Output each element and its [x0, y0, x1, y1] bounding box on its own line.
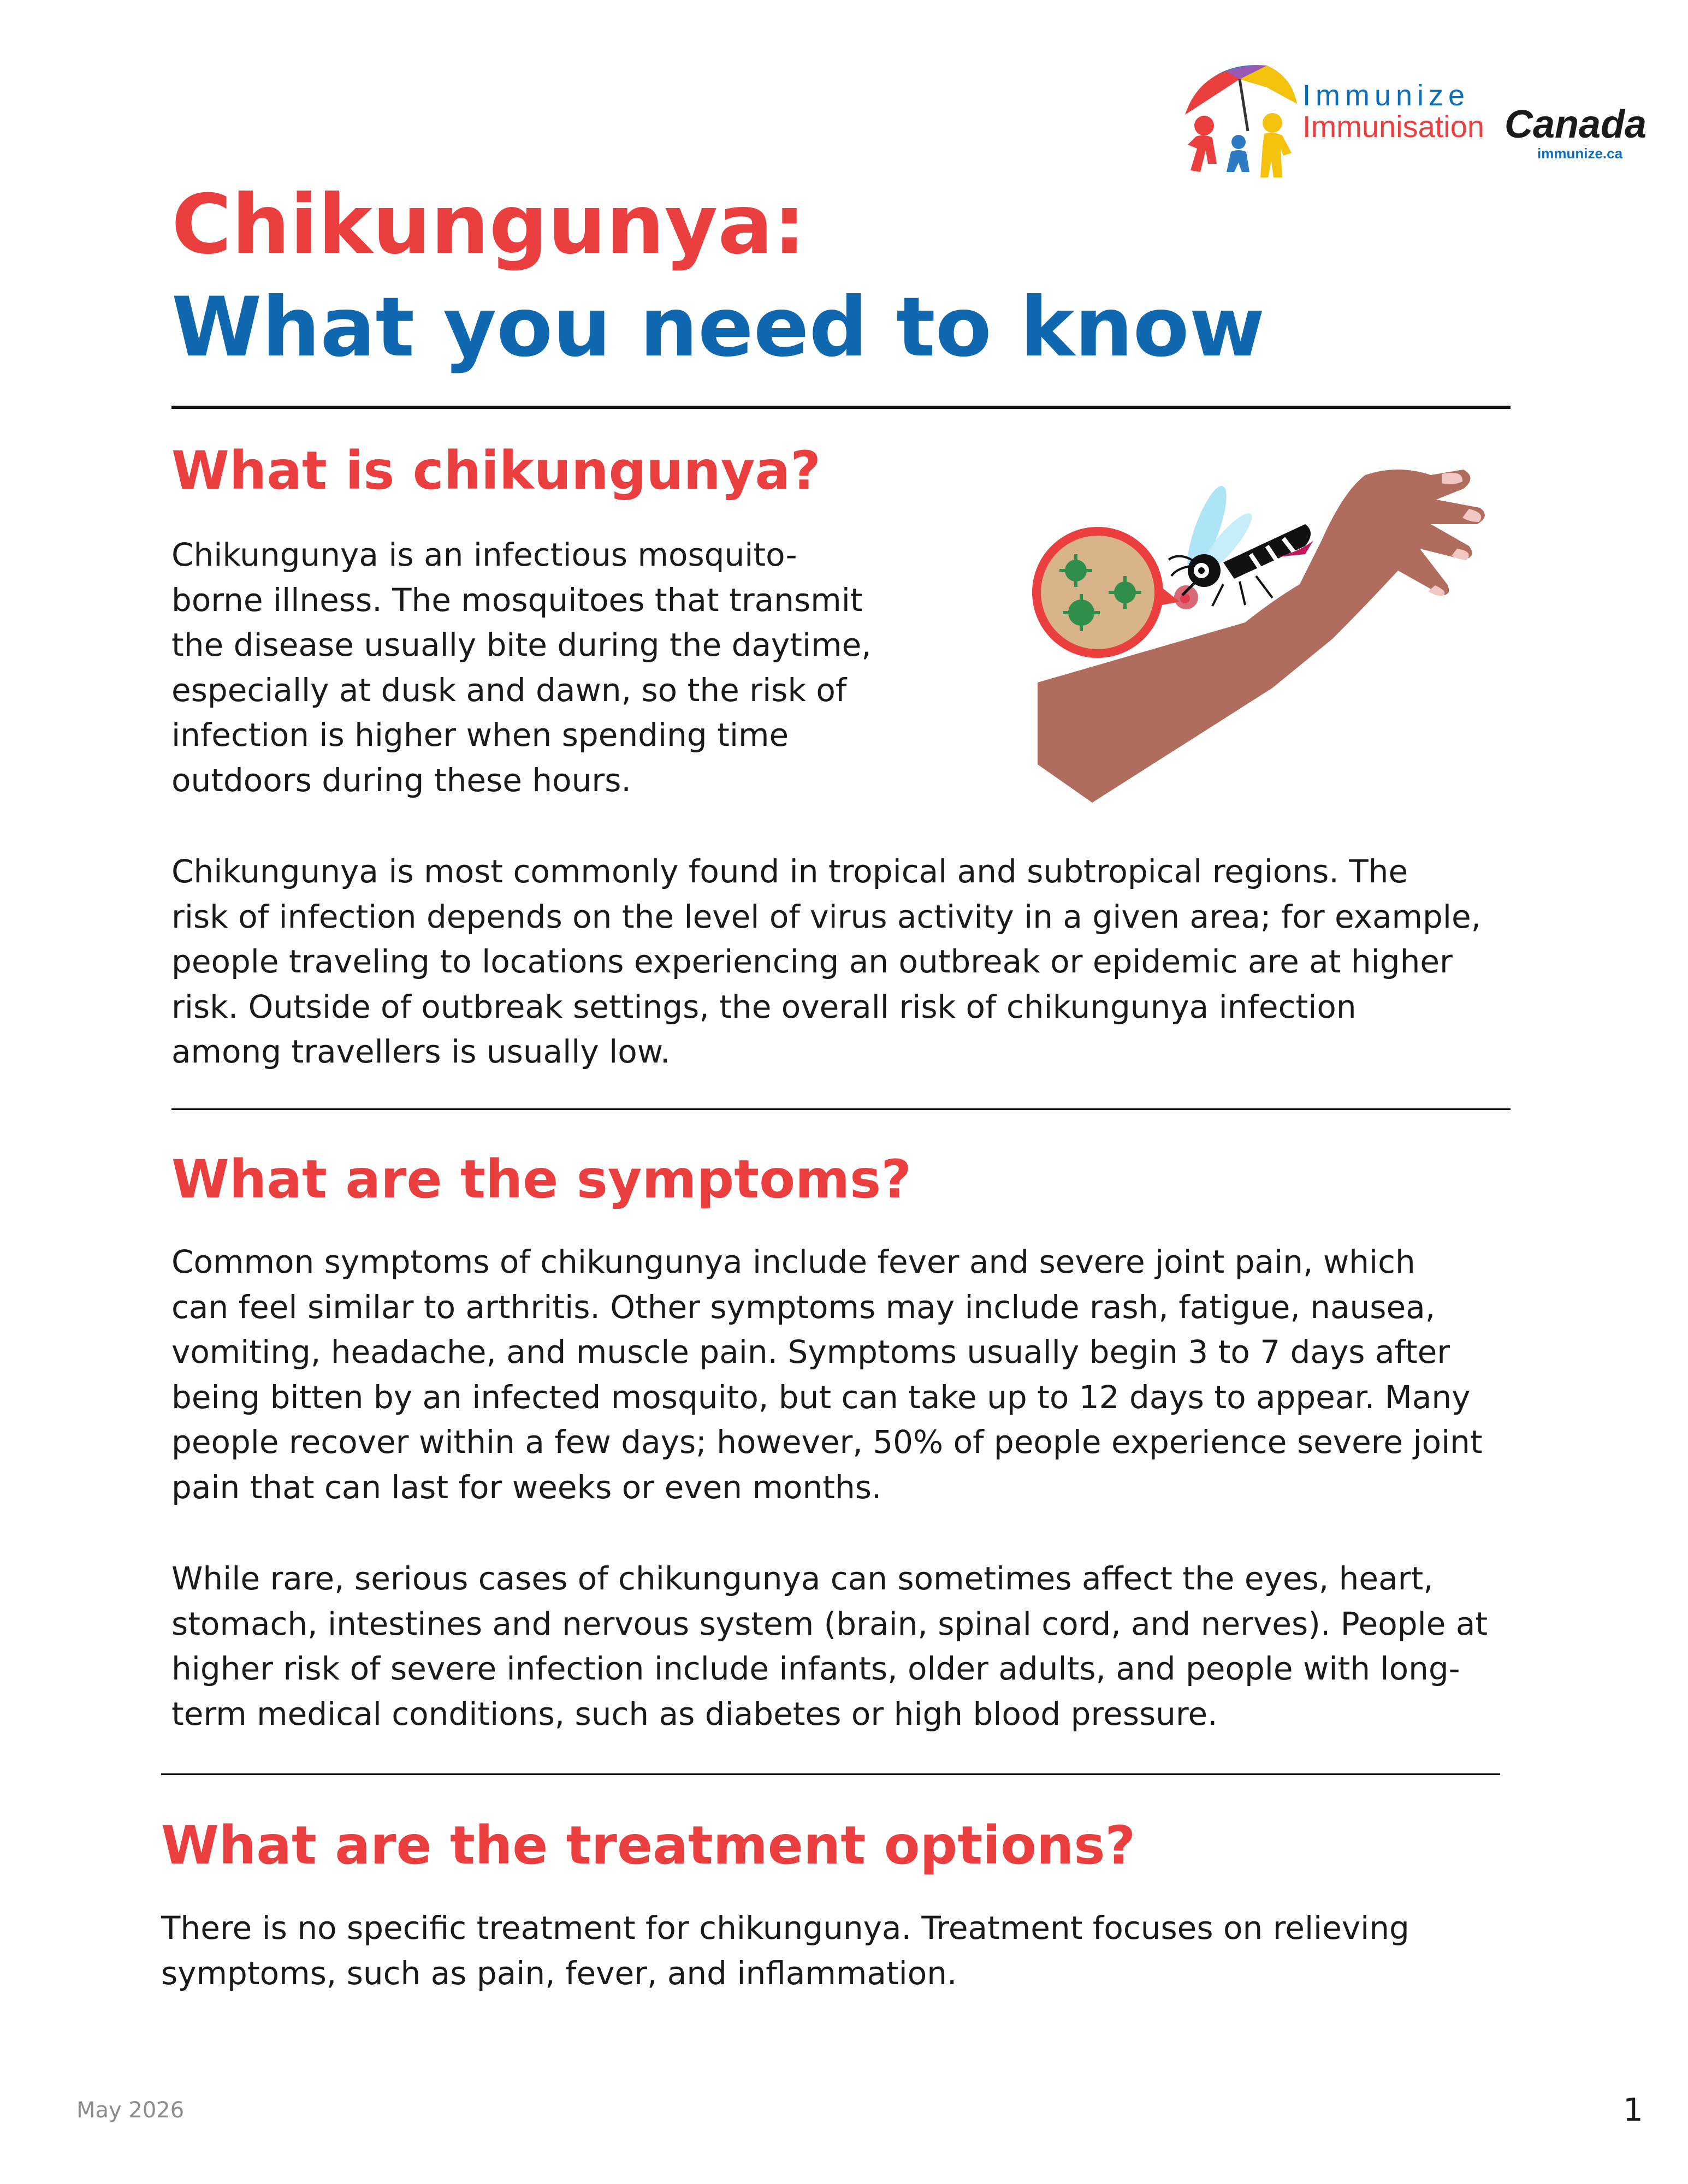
title-line-1: Chikungunya: — [171, 177, 806, 272]
section-heading-what-is: What is chikungunya? — [171, 440, 821, 501]
brand-logo — [1174, 55, 1647, 180]
section-2-paragraph-1: Common symptoms of chikungunya include fever and severe joint pain, which can feel similar to arthritis. Other symptoms may include rash, fatigue, nausea, vomiting, headache, and muscle pain. Symptoms usually begin 3 to 7 days after being bitten by an infected mosquito, but can take up to 12 days to appear. Many people recover within a few days; however, 50% of people experience severe joint pain that can last for weeks or even months. — [171, 1243, 1483, 1506]
section-1-paragraph-1: Chikungunya is an infectious mosquito- borne illness. The mosquitoes that transmit the disease usually bite during the daytime, especially at dusk and dawn, so the risk of infection is higher when spending time outdoors during these hours. — [171, 536, 872, 799]
logo-site: immunize.ca — [1537, 145, 1623, 162]
title-line-2: What you need to know — [171, 280, 1265, 375]
section-1-paragraph-2: Chikungunya is most commonly found in tropical and subtropical regions. The risk of infection depends on the level of virus activity in a given area; for example, people traveling to locations experiencing an outbreak or epidemic are at higher risk. Outside of outbreak settings, the overall risk of chikungunya infection among travellers is usually low. — [171, 853, 1482, 1070]
footer-date: May 2026 — [76, 2098, 185, 2123]
logo-immunize: Immunize — [1302, 79, 1470, 112]
page-number: 1 — [1623, 2091, 1643, 2128]
title-divider — [171, 406, 1511, 409]
logo-canada: Canada — [1505, 103, 1647, 146]
section-heading-treatment: What are the treatment options? — [161, 1815, 1136, 1876]
section-divider-2 — [161, 1773, 1500, 1775]
section-2-paragraph-2: While rare, serious cases of chikungunya can sometimes affect the eyes, heart, stomach, intestines and nervous system (brain, spinal cord, and nerves). People at higher risk of severe infection include infants, older adults, and people with long- term medical conditions, such as diabetes or high blood pressure. — [171, 1560, 1488, 1732]
logo-immunisation: Immunisation — [1302, 109, 1485, 144]
section-divider-1 — [171, 1108, 1511, 1110]
logo-wordmark — [1302, 81, 1646, 179]
section-heading-symptoms: What are the symptoms? — [171, 1149, 911, 1210]
section-3-paragraph-1: There is no specific treatment for chikungunya. Treatment focuses on relieving symptoms, such as pain, fever, and inflammation. — [161, 1909, 1409, 1992]
page-title — [171, 174, 1265, 379]
mosquito-biting-arm-illustration-icon — [1016, 459, 1507, 808]
mosquito-bite-illustration — [1016, 459, 1507, 808]
umbrella-family-icon — [1174, 55, 1305, 180]
